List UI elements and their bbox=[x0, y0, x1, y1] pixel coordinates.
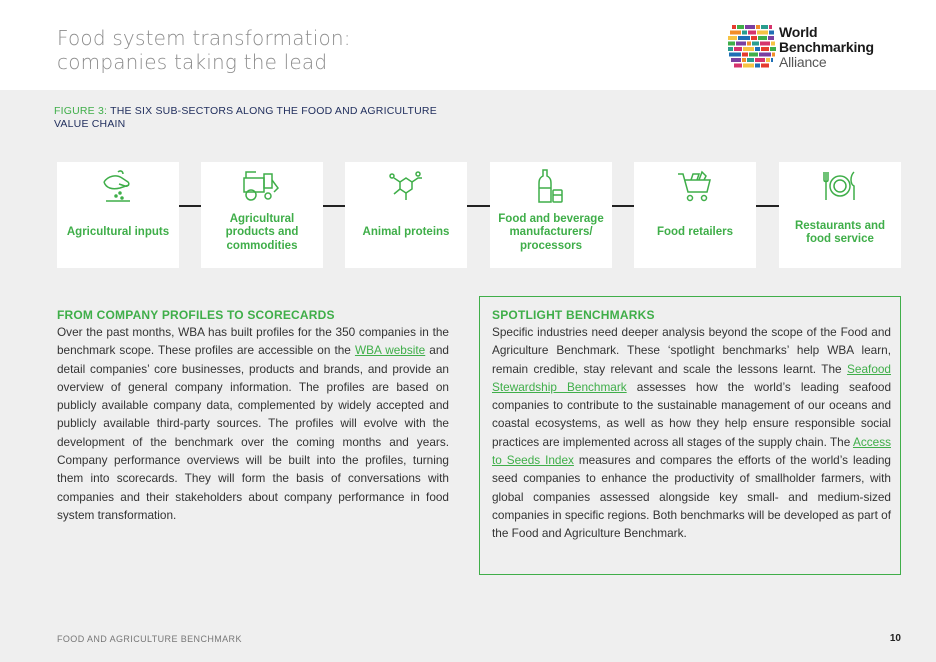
wba-logo-text bbox=[779, 25, 874, 70]
footer-report-name: FOOD AND AGRICULTURE BENCHMARK bbox=[57, 634, 242, 644]
page-header bbox=[0, 0, 936, 90]
chain-step-animal-proteins bbox=[345, 162, 467, 268]
report-title-line2: companies taking the lead bbox=[57, 50, 328, 74]
logo-stripe bbox=[761, 64, 769, 68]
figure-caption bbox=[54, 105, 454, 131]
logo-stripe bbox=[747, 58, 754, 62]
wba-logo bbox=[728, 22, 898, 72]
body-text-segment: and detail companies’ core businesses, products and brands, and provide an overview of general company information. The profiles are based on publicly available company data, complemented by widely accepted and publicly available third-party sources. The profiles will evolve with the development of the benchmark over the coming months and years. Company performance overviews will be built into the profiles, turning them into scorecards. They will form the basis of conversations with companies and their stakeholders about company performance in food system transformation. bbox=[57, 343, 449, 522]
logo-stripe bbox=[749, 53, 758, 57]
spotlight-benchmarks-box bbox=[479, 296, 901, 575]
logo-stripe bbox=[729, 53, 741, 57]
logo-stripe bbox=[760, 42, 770, 46]
body-text-segment: measures and compares the efforts of the world’s leading seed companies to enhance the productivity of smallholder farmers, with global companies assessed alongside key small- and medium-sized companies in specific regions. Both benchmarks will be developed as part of the Food and Agriculture Benchmark. bbox=[492, 453, 891, 541]
step-label: Restaurants and food service bbox=[794, 219, 886, 245]
logo-stripe bbox=[772, 53, 775, 57]
logo-stripe bbox=[742, 31, 747, 35]
logo-stripe bbox=[756, 25, 760, 29]
seafood-stewardship-link[interactable]: Seafood Stewardship Benchmark bbox=[492, 361, 891, 394]
chain-step-agricultural-products bbox=[201, 162, 323, 268]
logo-stripe bbox=[771, 42, 775, 46]
shopping-cart-icon bbox=[675, 168, 715, 204]
logo-stripe bbox=[766, 58, 770, 62]
step-label: Food retailers bbox=[656, 226, 734, 239]
chain-connector bbox=[756, 205, 779, 207]
logo-stripe bbox=[745, 25, 755, 29]
logo-line1: World bbox=[779, 24, 818, 40]
logo-stripe bbox=[747, 42, 751, 46]
chain-connector bbox=[612, 205, 634, 207]
logo-stripe bbox=[734, 47, 742, 51]
logo-stripe bbox=[769, 31, 774, 35]
access-to-seeds-link[interactable]: Access to Seeds Index bbox=[492, 434, 891, 468]
logo-line2: Benchmarking bbox=[779, 39, 874, 55]
chain-step-food-retailers bbox=[634, 162, 756, 268]
logo-line3: Alliance bbox=[779, 54, 827, 70]
logo-stripe bbox=[743, 47, 754, 51]
logo-stripe bbox=[770, 47, 776, 51]
logo-stripe bbox=[742, 53, 748, 57]
logo-stripe bbox=[761, 47, 769, 51]
logo-stripe bbox=[751, 36, 757, 40]
wba-website-link[interactable]: WBA website bbox=[354, 343, 426, 358]
hand-seed-icon bbox=[98, 168, 138, 204]
harvester-icon bbox=[242, 168, 282, 204]
logo-stripe bbox=[752, 42, 759, 46]
step-label: Food and beverage manufacturers/ processors bbox=[498, 212, 604, 252]
body-text-segment: Specific industries need deeper analysis beyond the scope of the Food and Agriculture Benchmark. These ‘spotlight benchmarks’ help WBA learn, remain credible, stay relevant and scale the lessons learnt. The bbox=[492, 325, 891, 376]
chain-connector bbox=[467, 205, 490, 207]
plate-cutlery-icon bbox=[820, 168, 860, 204]
figure-number: FIGURE 3: bbox=[54, 105, 108, 117]
step-label: Agricultural inputs bbox=[66, 226, 170, 239]
logo-stripe bbox=[761, 25, 768, 29]
logo-stripe bbox=[755, 64, 760, 68]
report-title bbox=[57, 26, 351, 74]
section-heading: FROM COMPANY PROFILES TO SCORECARDS bbox=[57, 308, 335, 322]
chain-step-food-beverage-manufacturers bbox=[490, 162, 612, 268]
logo-stripe bbox=[771, 58, 773, 62]
logo-stripe bbox=[728, 36, 737, 40]
bottle-can-icon bbox=[531, 168, 571, 204]
page-number: 10 bbox=[889, 633, 901, 644]
logo-stripe bbox=[731, 58, 741, 62]
logo-stripe bbox=[757, 31, 768, 35]
chain-connector bbox=[179, 205, 201, 207]
logo-stripe bbox=[742, 58, 746, 62]
chain-step-agricultural-inputs bbox=[57, 162, 179, 268]
logo-stripe bbox=[728, 47, 733, 51]
figure-title: THE SIX SUB-SECTORS ALONG THE FOOD AND AGRICULTURE VALUE CHAIN bbox=[54, 105, 437, 130]
logo-stripe bbox=[755, 47, 760, 51]
logo-stripe bbox=[728, 42, 735, 46]
section-body bbox=[57, 323, 449, 524]
step-label: Agricultural products and commodities bbox=[225, 212, 299, 252]
body-text-segment: Over the past months, WBA has built profiles for the 350 companies in the benchmark scope. These profiles are accessible on the bbox=[57, 325, 449, 358]
logo-stripe bbox=[738, 36, 750, 40]
logo-stripe bbox=[743, 64, 754, 68]
logo-stripe bbox=[759, 53, 771, 57]
logo-stripe bbox=[734, 64, 742, 68]
logo-stripe bbox=[769, 25, 772, 29]
logo-stripe bbox=[732, 25, 736, 29]
chain-step-restaurants bbox=[779, 162, 901, 268]
section-body bbox=[492, 323, 891, 543]
logo-stripe bbox=[758, 36, 767, 40]
company-profiles-section bbox=[57, 307, 449, 524]
wba-logo-mark-icon bbox=[728, 22, 776, 72]
logo-stripe bbox=[730, 31, 741, 35]
report-title-line1: Food system transformation: bbox=[57, 26, 351, 50]
logo-stripe bbox=[755, 58, 765, 62]
chain-connector bbox=[323, 205, 345, 207]
logo-stripe bbox=[768, 36, 774, 40]
logo-stripe bbox=[748, 31, 756, 35]
value-chain-diagram bbox=[57, 162, 902, 268]
section-heading: SPOTLIGHT BENCHMARKS bbox=[492, 308, 655, 322]
logo-stripe bbox=[736, 42, 746, 46]
step-label: Animal proteins bbox=[362, 226, 450, 239]
body-text-segment: assesses how the world’s leading seafood companies to contribute to the sustainable management of our oceans and coastal ecosystems, as well as how they help ensure responsible social practices are implemented across all stages of the supply chain. The bbox=[492, 379, 892, 449]
logo-stripe bbox=[737, 25, 744, 29]
molecule-icon bbox=[386, 168, 426, 204]
